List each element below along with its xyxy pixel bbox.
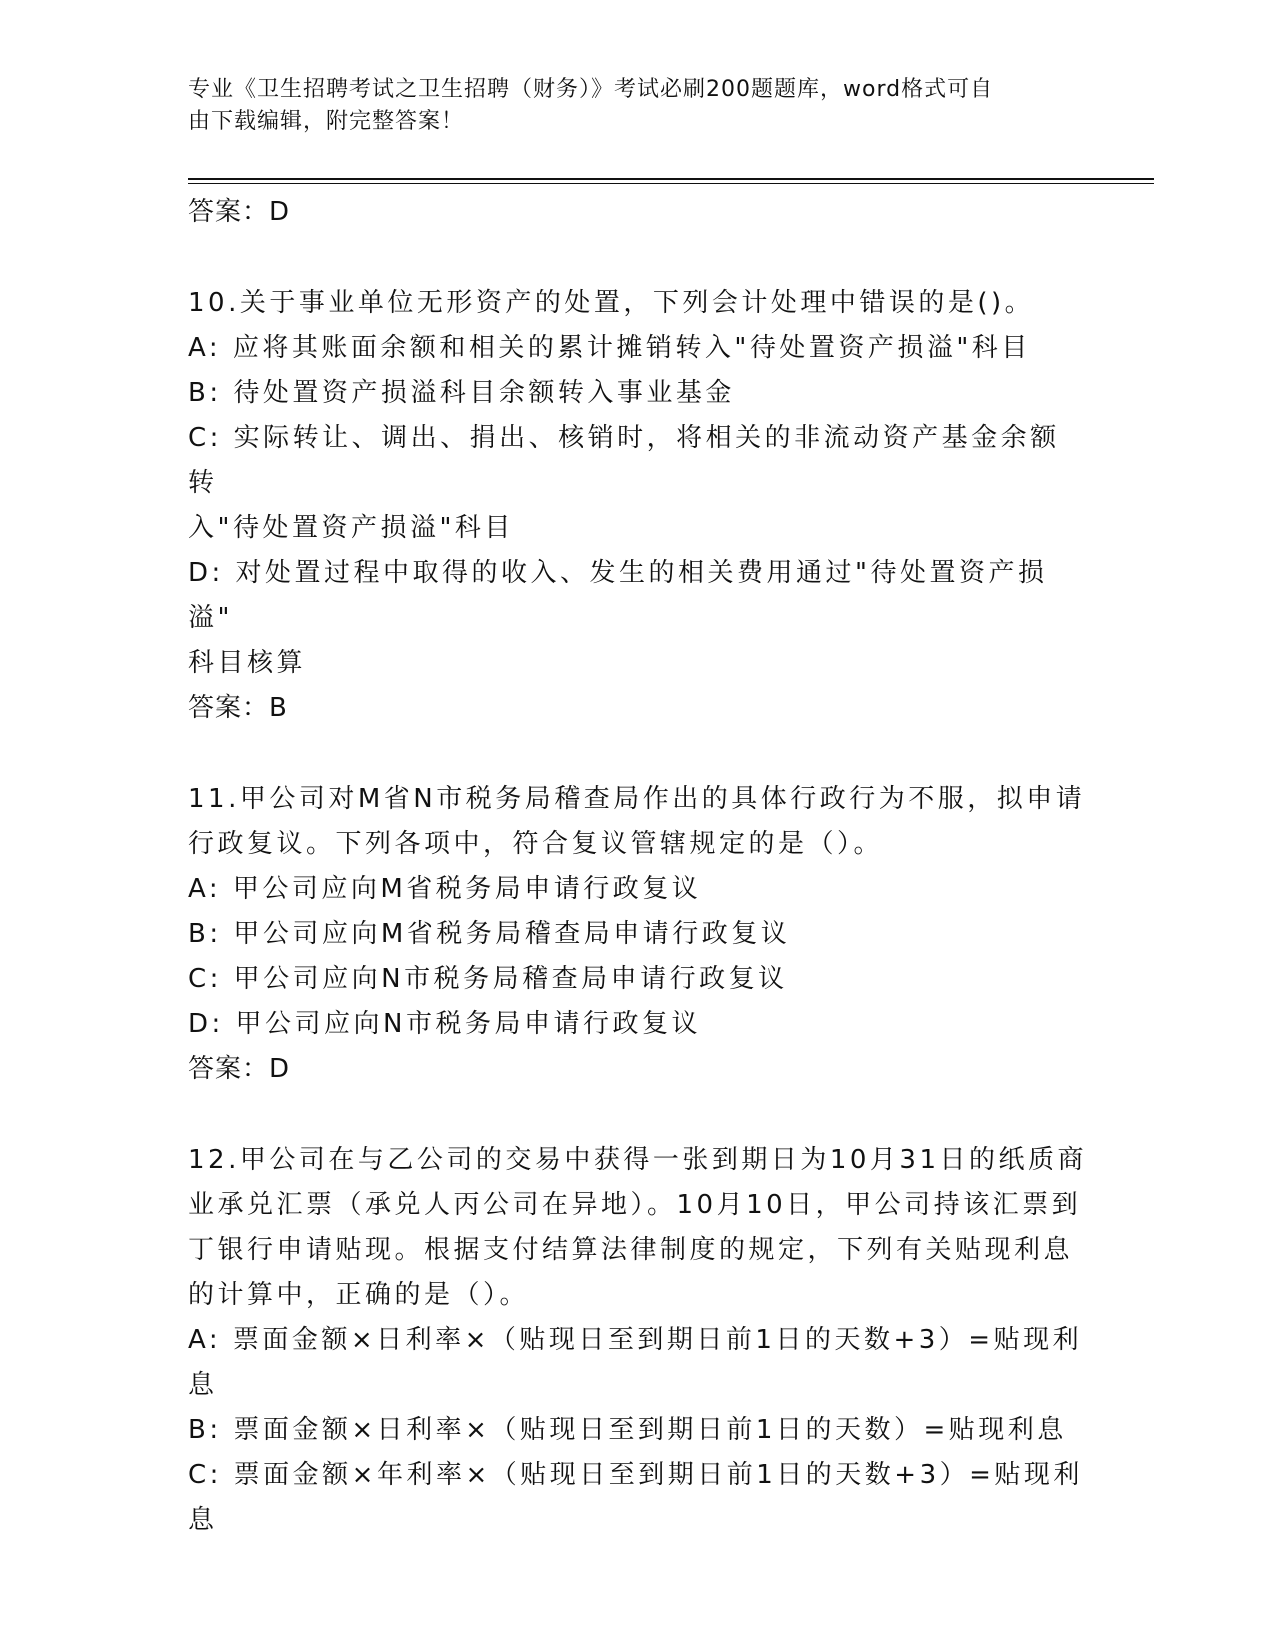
question-10	[188, 281, 1088, 731]
option-c-continued: 息	[188, 1505, 218, 1535]
header-rule-thin	[188, 183, 1154, 184]
option-a: A: 应将其账面余额和相关的累计摊销转入"待处置资产损溢"科目	[188, 333, 1031, 363]
question-stem-line: 行政复议。下列各项中，符合复议管辖规定的是（）。	[188, 829, 884, 859]
header-rule-thick	[188, 178, 1154, 180]
option-c: C: 实际转让、调出、捐出、核销时，将相关的非流动资产基金余额转	[188, 423, 1060, 498]
question-stem-line: 的计算中，正确的是（）。	[188, 1280, 530, 1310]
option-d: D: 甲公司应向N市税务局申请行政复议	[188, 1009, 701, 1039]
option-a: A: 票面金额×日利率×（贴现日至到期日前1日的天数+3）=贴现利	[188, 1325, 1083, 1355]
option-a-continued: 息	[188, 1370, 218, 1400]
option-d: D: 对处置过程中取得的收入、发生的相关费用通过"待处置资产损溢"	[188, 558, 1048, 633]
header-line-2: 由下载编辑，附完整答案！	[188, 109, 465, 134]
question-11	[188, 777, 1088, 1092]
answer-line: 答案：D	[188, 197, 291, 227]
option-d-continued: 科目核算	[188, 648, 307, 678]
document-header	[188, 74, 1068, 138]
document-body	[188, 190, 1088, 1543]
option-c: C: 票面金额×年利率×（贴现日至到期日前1日的天数+3）=贴现利	[188, 1460, 1083, 1490]
question-stem-line: 业承兑汇票（承兑人丙公司在异地）。10月10日，甲公司持该汇票到	[188, 1190, 1082, 1220]
option-b: B: 票面金额×日利率×（贴现日至到期日前1日的天数）=贴现利息	[188, 1415, 1067, 1445]
answer-line: 答案：D	[188, 1054, 291, 1084]
answer-line: 答案：B	[188, 693, 288, 723]
header-line-1: 专业《卫生招聘考试之卫生招聘（财务）》考试必刷200题题库，word格式可自	[188, 77, 994, 102]
option-b: B: 待处置资产损溢科目余额转入事业基金	[188, 378, 735, 408]
option-c-continued: 入"待处置资产损溢"科目	[188, 513, 514, 543]
question-stem-line: 11.甲公司对M省N市税务局稽查局作出的具体行政行为不服，拟申请	[188, 784, 1086, 814]
option-c: C: 甲公司应向N市税务局稽查局申请行政复议	[188, 964, 788, 994]
question-stem-line: 丁银行申请贴现。根据支付结算法律制度的规定，下列有关贴现利息	[188, 1235, 1074, 1265]
option-b: B: 甲公司应向M省税务局稽查局申请行政复议	[188, 919, 791, 949]
question-12	[188, 1138, 1088, 1543]
question-stem-line: 12.甲公司在与乙公司的交易中获得一张到期日为10月31日的纸质商	[188, 1145, 1088, 1175]
option-a: A: 甲公司应向M省税务局申请行政复议	[188, 874, 702, 904]
question-stem-line: 10.关于事业单位无形资产的处置，下列会计处理中错误的是()。	[188, 288, 1035, 318]
